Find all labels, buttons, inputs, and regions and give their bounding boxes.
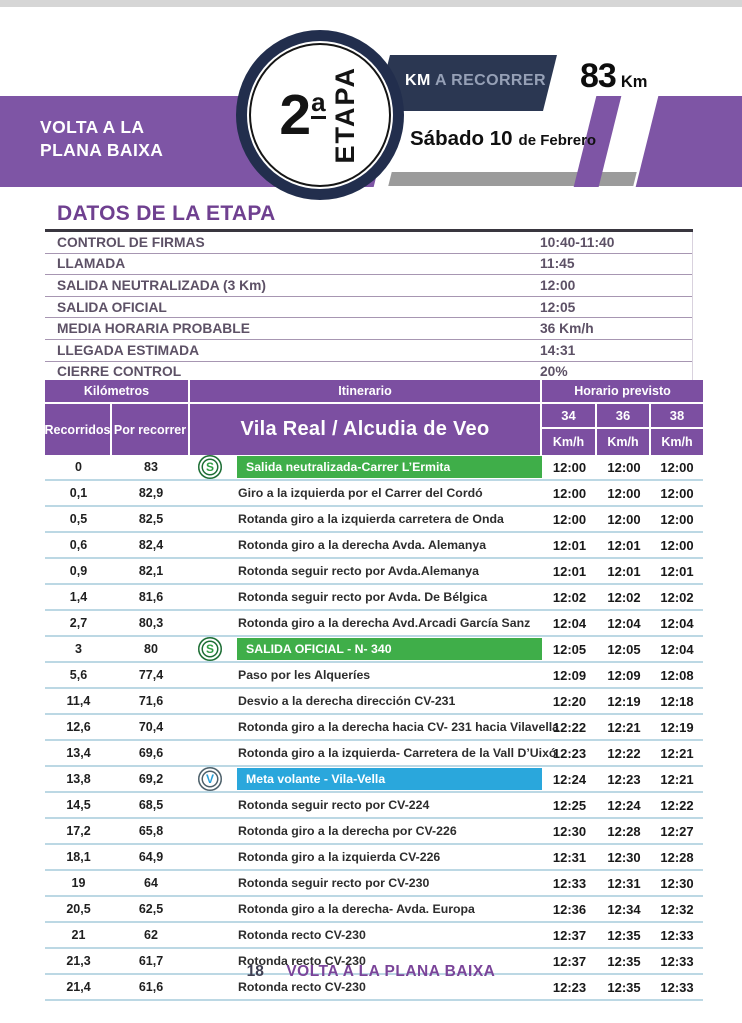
time-34-cell: 12:23 [552,979,587,995]
itinerary-cell [190,715,559,739]
km-recorridos-cell: 0,1 [69,486,88,500]
time-36-cell: 12:01 [607,537,641,553]
datos-section-title: DATOS DE LA ETAPA [57,202,276,225]
itinerary-text: Rotanda giro a la izquierda carretera de Onda [238,512,504,526]
route-title: Vila Real / Alcudia de Veo [190,404,542,455]
time-34-cell: 12:23 [552,745,587,761]
datos-row [45,318,692,340]
km-por-recorrer-cell: 81,6 [138,590,164,604]
waypoint-badge [198,481,222,505]
km-por-recorrer-cell: 77,4 [138,668,164,682]
table-row [45,455,703,481]
time-34-cell: 12:30 [552,823,587,839]
time-34-cell: 12:36 [552,901,587,917]
datos-row-value: 36 Km/h [540,321,594,337]
itinerary-table-header [45,380,703,455]
table-row [45,663,703,689]
time-38-cell: 12:21 [660,771,694,787]
table-row [45,559,703,585]
time-38-cell: 12:02 [660,589,694,605]
km-por-recorrer-cell: 82,1 [138,564,164,578]
itinerary-text: Rotonda giro a la izquierda CV-226 [238,850,441,864]
datos-row-value: 12:05 [540,299,576,315]
col-kilometros: Kilómetros [45,380,190,404]
km-por-recorrer-cell: 80 [144,642,158,656]
page-top-edge [0,0,742,7]
itinerary-cell [190,689,542,713]
time-34-cell: 12:00 [552,511,587,527]
time-34-cell: 12:00 [552,459,587,475]
km-recorridos-cell: 13,4 [66,746,91,760]
km-recorridos-cell: 0 [75,460,82,474]
itinerary-cell [190,611,542,635]
table-row [45,715,703,741]
time-38-cell: 12:04 [660,615,694,631]
datos-row-label: LLEGADA ESTIMADA [57,342,200,358]
table-row [45,897,703,923]
race-title [40,116,163,162]
time-34-cell: 12:04 [552,615,587,631]
waypoint-badge: S [198,637,222,661]
itinerary-text: Salida neutralizada-Carrer L’Ermita [237,456,542,478]
waypoint-badge [198,611,222,635]
datos-row-label: MEDIA HORARIA PROBABLE [57,321,250,337]
stage-badge [236,30,404,200]
km-label-rest: A RECORRER [430,72,546,89]
waypoint-badge [198,923,222,947]
time-34-cell: 12:00 [552,485,587,501]
itinerary-text: Desvio a la derecha dirección CV-231 [238,694,456,708]
itinerary-cell [190,533,542,557]
itinerary-text: Rotonda seguir recto por CV-230 [238,876,430,890]
speed-36-unit: Km/h [597,429,651,455]
waypoint-badge [198,663,222,687]
datos-row-label: CONTROL DE FIRMAS [57,234,205,250]
itinerary-cell [190,663,542,687]
time-34-cell: 12:25 [552,797,587,813]
itinerary-text: Rotonda giro a la derecha por CV-226 [238,824,457,838]
time-36-cell: 12:35 [607,979,641,995]
datos-row-label: LLAMADA [57,256,126,272]
datos-row-value: 10:40-11:40 [540,234,615,250]
waypoint-badge [198,897,222,921]
col-recorridos: Recorridos [45,404,112,455]
km-por-recorrer-cell: 68,5 [138,798,164,812]
time-38-cell: 12:04 [660,641,694,657]
table-row [45,793,703,819]
stage-date-main: Sábado 10 [410,127,513,150]
km-total [580,57,647,96]
itinerary-text: Rotonda giro a la derecha hacia CV- 231 hacia Vilavella [238,720,559,734]
stage-date-rest: de Febrero [518,132,597,149]
time-36-cell: 12:24 [607,797,641,813]
itinerary-text: Rotonda seguir recto por Avda. De Bélgica [238,590,488,604]
km-por-recorrer-cell: 69,2 [138,772,164,786]
speed-34-unit: Km/h [542,429,597,455]
time-38-cell: 12:33 [660,927,694,943]
stage-word: ETAPA [329,66,360,164]
time-34-cell: 12:31 [552,849,587,865]
time-34-cell: 12:22 [552,719,587,735]
table-row [45,845,703,871]
time-38-cell: 12:00 [660,459,694,475]
km-total-value: 83 [580,57,616,95]
itinerary-text: Paso por les Alqueríes [238,668,371,682]
time-34-cell: 12:37 [552,927,587,943]
km-recorridos-cell: 0,6 [69,538,88,552]
km-por-recorrer-cell: 64,9 [138,850,164,864]
km-recorridos-cell: 0,9 [69,564,88,578]
km-recorridos-cell: 21,3 [66,954,91,968]
itinerary-cell [190,637,542,661]
time-34-cell: 12:33 [552,875,587,891]
stage-number-digit: 2 [279,82,312,147]
time-34-cell: 12:24 [552,771,587,787]
datos-row-label: SALIDA OFICIAL [57,299,167,315]
time-38-cell: 12:19 [660,719,694,735]
time-36-cell: 12:01 [607,563,641,579]
table-row [45,481,703,507]
time-38-cell: 12:01 [660,563,694,579]
time-36-cell: 12:31 [607,875,641,891]
itinerary-text: Rotonda giro a la derecha Avda. Alemanya [238,538,487,552]
itinerary-cell [190,741,557,765]
time-38-cell: 12:18 [660,693,694,709]
waypoint-badge [198,845,222,869]
time-36-cell: 12:09 [607,667,641,683]
time-34-cell: 12:20 [552,693,587,709]
time-36-cell: 12:28 [607,823,641,839]
waypoint-badge [198,975,222,999]
km-por-recorrer-cell: 62,5 [138,902,164,916]
page-number: 18 [246,963,264,980]
km-recorridos-cell: 17,2 [66,824,91,838]
km-por-recorrer-cell: 62 [144,928,158,942]
speed-38: 38 [651,404,703,429]
km-por-recorrer-cell: 61,7 [138,954,164,968]
speed-36: 36 [597,404,651,429]
time-38-cell: 12:30 [660,875,694,891]
km-recorridos-cell: 20,5 [66,902,91,916]
table-row [45,741,703,767]
table-row [45,533,703,559]
datos-row-value: 12:00 [540,277,576,293]
waypoint-badge [198,559,222,583]
col-horario-previsto: Horario previsto [542,380,703,404]
time-38-cell: 12:00 [660,511,694,527]
itinerary-text: Rotonda giro a la derecha Avd.Arcadi García Sanz [238,616,531,630]
time-36-cell: 12:00 [607,485,641,501]
time-34-cell: 12:01 [552,563,587,579]
km-recorridos-cell: 14,5 [66,798,91,812]
km-recorridos-cell: 21,4 [66,980,91,994]
waypoint-badge [198,949,222,973]
time-34-cell: 12:01 [552,537,587,553]
datos-row [45,232,692,254]
itinerary-text: Rotonda recto CV-230 [238,980,366,994]
time-38-cell: 12:00 [660,485,694,501]
waypoint-badge [198,533,222,557]
itinerary-text: SALIDA OFICIAL - N- 340 [237,638,542,660]
time-36-cell: 12:00 [607,459,641,475]
table-row [45,819,703,845]
time-38-cell: 12:08 [660,667,694,683]
datos-row-label: CIERRE CONTROL [57,364,182,380]
itinerary-cell [190,585,542,609]
waypoint-badge [198,741,222,765]
waypoint-badge: S [198,455,222,479]
time-34-cell: 12:05 [552,641,587,657]
km-banner-label [405,72,546,90]
table-row [45,611,703,637]
itinerary-text: Rotonda recto CV-230 [238,928,366,942]
datos-row-value: 14:31 [540,342,576,358]
km-por-recorrer-cell: 82,4 [138,538,164,552]
time-38-cell: 12:22 [660,797,694,813]
km-por-recorrer-cell: 80,3 [138,616,164,630]
km-por-recorrer-cell: 71,6 [138,694,164,708]
time-36-cell: 12:05 [607,641,641,657]
itinerary-text: Rotonda giro a la izquierda- Carretera de la Vall D’Uixó [238,746,557,760]
datos-row [45,275,692,297]
km-recorridos-cell: 18,1 [66,850,91,864]
col-itinerario: Itinerario [190,380,542,404]
speed-34: 34 [542,404,597,429]
itinerary-cell [190,481,542,505]
time-38-cell: 12:21 [660,745,694,761]
time-36-cell: 12:21 [607,719,641,735]
itinerary-text: Giro a la izquierda por el Carrer del Cordó [238,486,483,500]
time-36-cell: 12:35 [607,927,641,943]
waypoint-badge [198,715,222,739]
km-recorridos-cell: 19 [71,876,86,890]
table-row [45,767,703,793]
time-36-cell: 12:02 [607,589,641,605]
time-36-cell: 12:19 [607,693,641,709]
datos-row-label: SALIDA NEUTRALIZADA (3 Km) [57,277,266,293]
time-36-cell: 12:23 [607,771,641,787]
km-recorridos-cell: 12,6 [66,720,91,734]
waypoint-badge [198,871,222,895]
datos-row [45,254,692,276]
km-por-recorrer-cell: 82,5 [138,512,164,526]
time-36-cell: 12:35 [607,953,641,969]
km-recorridos-cell: 11,4 [66,694,91,708]
km-recorridos-cell: 5,6 [69,668,88,682]
table-row [45,637,703,663]
datos-row-value: 20% [540,364,568,380]
time-34-cell: 12:37 [552,953,587,969]
waypoint-badge: V [198,767,222,791]
time-34-cell: 12:02 [552,589,587,605]
time-38-cell: 12:28 [660,849,694,865]
itinerary-cell [190,871,542,895]
col-por-recorrer: Por recorrer [112,404,190,455]
stage-badge-inner-ring [249,43,391,187]
itinerary-cell [190,819,542,843]
km-total-unit: Km [620,73,648,91]
time-38-cell: 12:32 [660,901,694,917]
km-por-recorrer-cell: 83 [144,460,158,474]
time-36-cell: 12:04 [607,615,641,631]
datos-row [45,297,692,319]
km-recorridos-cell: 21 [71,928,86,942]
km-por-recorrer-cell: 69,6 [138,746,164,760]
datos-rows [45,232,693,383]
km-recorridos-cell: 2,7 [69,616,88,630]
itinerary-text: Rotonda giro a la derecha- Avda. Europa [238,902,475,916]
km-por-recorrer-cell: 70,4 [138,720,164,734]
km-label-strong: KM [405,72,431,89]
speed-38-unit: Km/h [661,435,693,449]
race-title-line1: VOLTA A LA [40,117,145,137]
time-38-cell: 12:00 [660,537,694,553]
km-recorridos-cell: 0,5 [69,512,88,526]
itinerary-cell [190,455,542,479]
itinerary-text: Rotonda recto CV-230 [238,954,366,968]
km-por-recorrer-cell: 64 [144,876,158,890]
datos-row-value: 11:45 [540,256,575,272]
itinerary-cell [190,767,542,791]
table-row [45,923,703,949]
page-footer [0,963,742,981]
km-por-recorrer-cell: 61,6 [138,980,164,994]
time-36-cell: 12:00 [607,511,641,527]
itinerary-text: Meta volante - Vila-Vella [237,768,542,790]
stage-number-ordinal: a [311,89,325,119]
time-36-cell: 12:30 [607,849,641,865]
km-por-recorrer-cell: 82,9 [138,486,164,500]
time-38-cell: 12:27 [660,823,694,839]
time-36-cell: 12:22 [607,745,641,761]
time-38-cell: 12:33 [660,979,694,995]
table-row [45,871,703,897]
table-row [45,689,703,715]
stage-date [410,127,596,151]
waypoint-badge [198,819,222,843]
km-por-recorrer-cell: 65,8 [138,824,164,838]
time-34-cell: 12:09 [552,667,587,683]
itinerary-cell [190,507,542,531]
km-recorridos-cell: 1,4 [69,590,88,604]
itinerary-text: Rotonda seguir recto por Avda.Alemanya [238,564,479,578]
itinerary-cell [190,923,542,947]
table-row [45,585,703,611]
waypoint-badge [198,793,222,817]
itinerary-cell [190,845,542,869]
itinerary-text: Rotonda seguir recto por CV-224 [238,798,430,812]
itinerary-cell [190,793,542,817]
waypoint-badge [198,585,222,609]
itinerary-table-body [45,455,703,1001]
stage-number [279,82,326,147]
km-recorridos-cell: 13,8 [66,772,91,786]
footer-race-title: VOLTA A LA PLANA BAIXA [286,963,496,980]
table-row [45,507,703,533]
km-recorridos-cell: 3 [75,642,82,656]
itinerary-cell [190,559,542,583]
itinerary-cell [190,897,542,921]
race-title-line2: PLANA BAIXA [40,140,164,160]
waypoint-badge [198,507,222,531]
time-38-cell: 12:33 [660,953,694,969]
datos-row [45,340,692,362]
waypoint-badge [198,689,222,713]
time-36-cell: 12:34 [607,901,641,917]
